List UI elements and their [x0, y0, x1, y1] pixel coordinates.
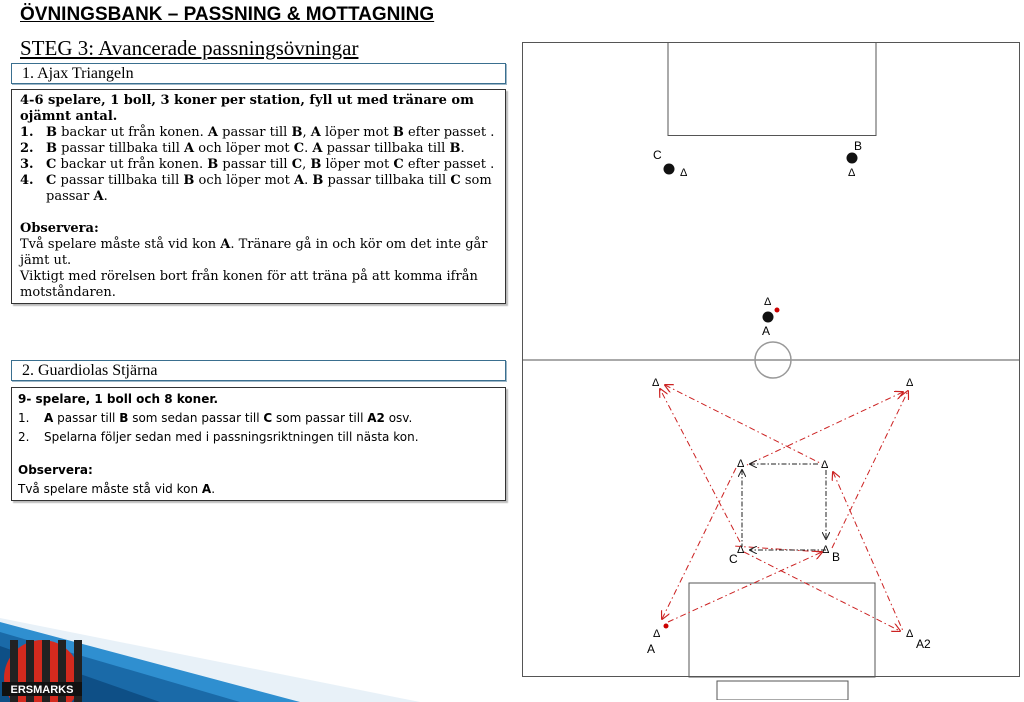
guardiola-observe-title: Observera:: [18, 463, 93, 477]
guardiola-observe-text: [18, 480, 499, 499]
ajax-step-list: [20, 125, 497, 205]
step-number: 4.: [20, 173, 34, 188]
guardiola-intro: 9- spelare, 1 boll och 8 koner.: [18, 392, 219, 406]
step-item: 4. C passar tillbaka till B och löper mot A. B passar tillbaka till C som passar A.: [20, 173, 492, 204]
page-title: ÖVNINGSBANK – PASSNING & MOTTAGNING: [20, 4, 435, 25]
section-header-guardiola: [11, 360, 506, 381]
ajax-label-a: A: [762, 324, 771, 338]
section-title-guardiola: 2. Guardiolas Stjärna: [22, 362, 158, 379]
step-number: 2.: [20, 141, 34, 156]
star-cone-inner-top-left: Δ: [737, 458, 745, 470]
observe-line: Viktigt med rörelsen bort från konen för att träna på att komma ifrån motståndaren.: [20, 269, 478, 300]
instruction-box-ajax: [11, 89, 506, 304]
bottom-goal: [717, 681, 848, 700]
ajax-cone-a: Δ: [764, 296, 772, 308]
star-cone-top-right: Δ: [906, 377, 914, 389]
step-item: 2. B passar tillbaka till A och löper mot C. A passar tillbaka till B.: [20, 141, 465, 156]
step-number: 3.: [20, 157, 34, 172]
page-subtitle: STEG 3: Avancerade passningsövningar: [20, 36, 359, 60]
star-cone-inner-bottom-right: Δ: [822, 544, 830, 556]
observe-line: Två spelare måste stå vid kon A.: [18, 482, 216, 496]
star-cone-bottom-left: Δ: [653, 628, 661, 640]
star-cone-inner-top-right: Δ: [821, 459, 829, 471]
star-label-a: A: [647, 642, 656, 656]
ajax-label-c: C: [653, 148, 662, 162]
ajax-observe-title: Observera:: [20, 221, 99, 236]
section-header-ajax: [11, 63, 506, 84]
logo-text: ERSMARKS: [10, 684, 74, 696]
step-number: 2.: [18, 430, 30, 444]
ajax-player-a: [763, 312, 774, 323]
section-title-ajax: 1. Ajax Triangeln: [22, 65, 134, 82]
step-item: 3. C backar ut från konen. B passar till C, B löper mot C efter passet .: [20, 157, 495, 172]
ajax-player-c: [664, 164, 675, 175]
instruction-box-guardiola: [11, 387, 506, 501]
star-label-c: C: [729, 552, 738, 566]
step-number: 1.: [18, 411, 30, 425]
guardiola-step-list: [18, 409, 499, 447]
ajax-label-b: B: [854, 139, 863, 153]
star-label-a2: A2: [916, 637, 931, 651]
step-item: 1. B backar ut från konen. A passar till B, A löper mot B efter passet .: [20, 125, 495, 140]
ajax-ball: [775, 308, 780, 313]
field-diagram: [522, 42, 1022, 700]
step-number: 1.: [20, 125, 34, 140]
observe-line: Två spelare måste stå vid kon A. Tränare gå in och kör om det inte går jämt ut.: [20, 237, 488, 268]
star-cone-inner-bottom-left: Δ: [737, 544, 745, 556]
star-label-b: B: [832, 550, 841, 564]
ajax-cone-b: Δ: [848, 167, 856, 179]
step-item: 2. Spelarna följer sedan med i passningsriktningen till nästa kon.: [18, 428, 499, 447]
star-cone-top-left: Δ: [652, 377, 660, 389]
ajax-cone-c: Δ: [680, 167, 688, 179]
logo-corner: [0, 610, 420, 702]
star-ball: [664, 624, 669, 629]
step-item: 1. A passar till B som sedan passar till C som passar till A2 osv.: [18, 409, 499, 428]
ajax-player-b: [847, 153, 858, 164]
star-cone-bottom-right: Δ: [906, 628, 914, 640]
ajax-observe-text: [20, 237, 497, 301]
ajax-intro: 4-6 spelare, 1 boll, 3 koner per station, fyll ut med tränare om ojämnt antal.: [20, 93, 474, 124]
